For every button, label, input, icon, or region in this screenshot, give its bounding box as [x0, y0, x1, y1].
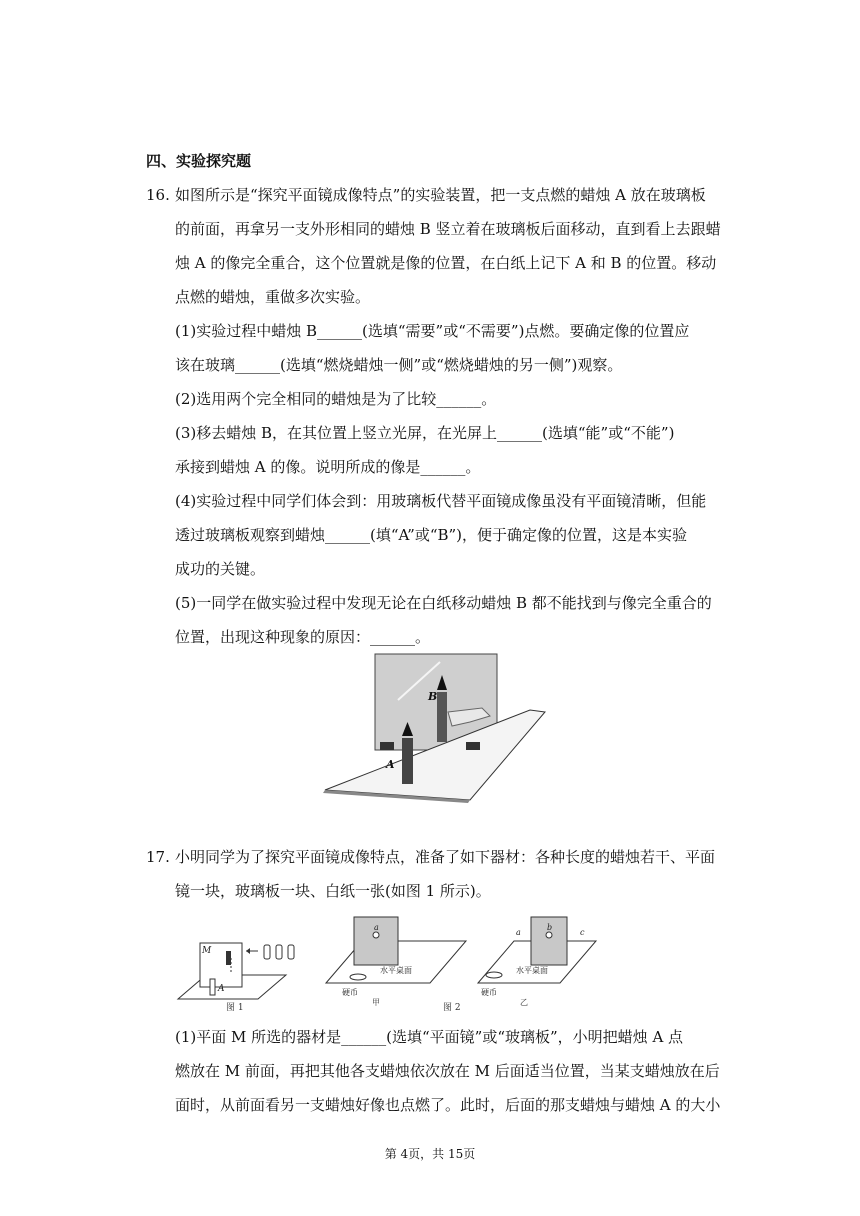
- candle-b: [437, 692, 447, 742]
- page-footer: 第 4页，共 15页: [384, 1147, 476, 1161]
- jia-point-a: [373, 932, 379, 938]
- yi-label-a: a: [516, 928, 521, 937]
- candle-mirror-figure: [320, 650, 560, 810]
- figure-2-yi: [478, 917, 596, 1007]
- yi-label-c: c: [580, 928, 585, 937]
- question-17-number: 17.: [146, 848, 170, 866]
- q16-line-9: 承接到蜡烛 A 的像。说明所成的像是______。: [175, 458, 481, 476]
- fig1-spare-candle-2: [276, 945, 282, 959]
- q16-line-10: (4)实验过程中同学们体会到：用玻璃板代替平面镜成像虽没有平面镜清晰，但能: [175, 492, 707, 510]
- yi-table-label: 水平桌面: [516, 966, 548, 975]
- yi-coin: [486, 972, 502, 978]
- fig1-label-a: A: [218, 984, 225, 994]
- figure-2-jia: [326, 917, 466, 1007]
- plate-stand-right: [466, 742, 480, 750]
- yi-caption: 乙: [520, 998, 528, 1007]
- q16-line-12: 成功的关键。: [175, 560, 266, 578]
- q16-line-5: (1)实验过程中蜡烛 B______(选填“需要”或“不需要”)点燃。要确定像的位置应: [175, 322, 690, 340]
- q16-line-2: 的前面，再拿另一支外形相同的蜡烛 B 竖立着在玻璃板后面移动，直到看上去跟蜡: [175, 220, 721, 238]
- q17-line-2: 镜一块，玻璃板一块、白纸一张(如图 1 所示)。: [175, 882, 491, 900]
- fig1-candle-a: [210, 979, 215, 995]
- q16-line-8: (3)移去蜡烛 B，在其位置上竖立光屏，在光屏上______(选填“能”或“不能”): [175, 424, 675, 442]
- q16-line-6: 该在玻璃______(选填“燃烧蜡烛一侧”或“燃烧蜡烛的另一侧”)观察。: [175, 356, 623, 374]
- q16-line-7: (2)选用两个完全相同的蜡烛是为了比较______。: [175, 390, 497, 408]
- fig1-spare-candle-3: [288, 945, 294, 959]
- jia-table-label: 水平桌面: [380, 966, 412, 975]
- fig2-caption: 图 2: [443, 1003, 461, 1013]
- q16-line-4: 点燃的蜡烛，重做多次实验。: [175, 288, 371, 306]
- fig1-candle-image: [226, 951, 231, 965]
- fig1-arrow-head: [246, 948, 250, 954]
- figure-1: [178, 943, 294, 1013]
- fig1-spare-candle-1: [264, 945, 270, 959]
- q16-line-11: 透过玻璃板观察到蜡烛______(填“A”或“B”)，便于确定像的位置，这是本实验: [175, 526, 688, 544]
- jia-label-a: a: [374, 923, 379, 932]
- q16-line-13: (5)一同学在做实验过程中发现无论在白纸移动蜡烛 B 都不能找到与像完全重合的: [175, 594, 712, 612]
- fig1-caption: 图 1: [226, 1003, 244, 1013]
- yi-point-b: [546, 932, 552, 938]
- question-16-number: 16.: [146, 186, 170, 204]
- label-b: B: [428, 690, 438, 703]
- q17-line-3: (1)平面 M 所选的器材是______(选填“平面镜”或“玻璃板”，小明把蜡烛 A 点: [175, 1028, 684, 1046]
- yi-coin-label: 硬币: [481, 988, 497, 997]
- section-title: 四、实验探究题: [146, 152, 252, 170]
- q17-line-1: 小明同学为了探究平面镜成像特点，准备了如下器材：各种长度的蜡烛若干、平面: [175, 848, 716, 866]
- candle-a: [402, 738, 413, 784]
- jia-coin-label: 硬币: [342, 988, 358, 997]
- fig1-label-m: M: [202, 946, 212, 956]
- q16-line-3: 烛 A 的像完全重合，这个位置就是像的位置，在白纸上记下 A 和 B 的位置。移动: [175, 254, 717, 272]
- yi-label-b: b: [547, 923, 553, 932]
- q17-line-5: 面时，从前面看另一支蜡烛好像也点燃了。此时，后面的那支蜡烛与蜡烛 A 的大小: [175, 1096, 721, 1114]
- mirror-experiment-figures: [176, 913, 606, 1013]
- jia-caption: 甲: [372, 998, 380, 1007]
- plate-stand-left: [380, 742, 394, 750]
- q16-line-1: 如图所示是“探究平面镜成像特点”的实验装置，把一支点燃的蜡烛 A 放在玻璃板: [175, 186, 706, 204]
- label-a: A: [386, 758, 395, 771]
- jia-coin: [350, 974, 366, 980]
- q17-line-4: 燃放在 M 前面，再把其他各支蜡烛依次放在 M 后面适当位置，当某支蜡烛放在后: [175, 1062, 720, 1080]
- q16-line-14: 位置，出现这种现象的原因：______。: [175, 628, 431, 646]
